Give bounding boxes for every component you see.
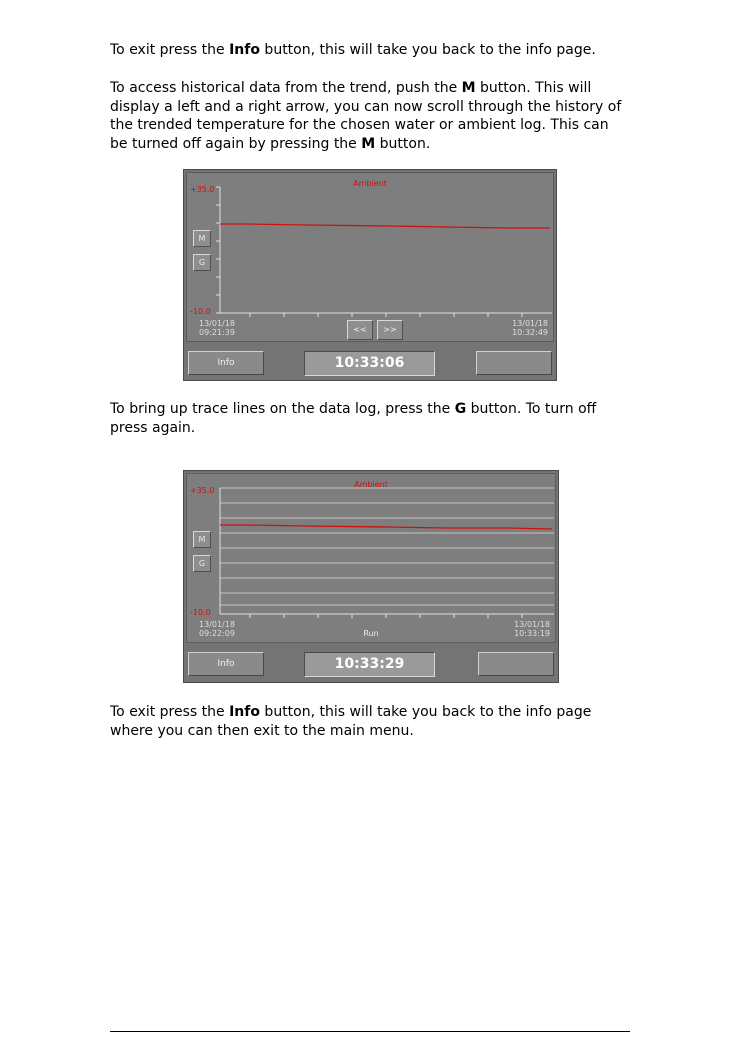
x-ticks <box>250 313 522 317</box>
paragraph-historical-data: To access historical data from the trend, push the M button. This will display a left and a right arrow, you can now scroll through the history of the trended temperature for the chosen water or ambient log. This can be turned off again by pressing the M button. <box>110 80 622 152</box>
trace-grid-lines <box>220 488 554 605</box>
blank-button[interactable] <box>476 351 552 375</box>
info-button[interactable]: Info <box>188 351 264 375</box>
g-bold: G <box>454 401 467 417</box>
series-title: Ambient <box>354 480 388 489</box>
paragraph-trace-lines: To bring up trace lines on the data log, press the G button. To turn off press again. <box>110 401 597 436</box>
footer-rule <box>110 1031 630 1032</box>
trend-plot-svg <box>187 474 555 644</box>
trend-plot-svg <box>187 173 553 343</box>
y-ticks <box>216 187 220 313</box>
start-time: 09:21:39 <box>199 328 235 337</box>
trend-line <box>220 525 552 529</box>
end-timestamp <box>512 319 548 337</box>
scroll-right-button[interactable]: >> <box>377 320 403 340</box>
end-date: 13/01/18 <box>512 319 548 328</box>
paragraph-exit-info: To exit press the Info button, this will take you back to the info page. <box>110 42 596 58</box>
run-status-label: Run <box>363 629 379 638</box>
clock-display: 10:33:06 <box>304 351 435 376</box>
start-date: 13/01/18 <box>199 620 235 629</box>
info-bold: Info <box>229 704 260 720</box>
trend-screen-trace-lines <box>183 470 559 683</box>
clock-display: 10:33:29 <box>304 652 435 677</box>
m-button[interactable]: M <box>193 230 211 247</box>
paragraph-exit-main-menu: To exit press the Info button, this will take you back to the info page where you can then exit to the main menu. <box>110 704 592 739</box>
bottom-bar <box>184 346 556 380</box>
trend-screen-history <box>183 169 557 381</box>
y-max-label: +35.0 <box>190 486 215 495</box>
info-button[interactable]: Info <box>188 652 264 676</box>
y-min-label: -10.0 <box>190 608 211 617</box>
end-time: 10:32:49 <box>512 328 548 337</box>
start-time: 09:22:09 <box>199 629 235 638</box>
end-date: 13/01/18 <box>514 620 550 629</box>
y-max-label: +35.0 <box>190 185 215 194</box>
m-bold: M <box>461 80 476 96</box>
y-min-label: -10.0 <box>190 307 211 316</box>
series-title: Ambient <box>353 179 387 188</box>
trend-plot <box>186 172 554 342</box>
start-timestamp <box>199 319 235 337</box>
scroll-left-button[interactable]: << <box>347 320 373 340</box>
bottom-bar <box>184 647 558 681</box>
blank-button[interactable] <box>478 652 554 676</box>
m-button[interactable]: M <box>193 531 211 548</box>
g-button[interactable]: G <box>193 555 211 572</box>
trend-plot <box>186 473 556 643</box>
start-date: 13/01/18 <box>199 319 235 328</box>
x-ticks <box>250 614 522 618</box>
info-bold: Info <box>229 42 260 58</box>
m-bold: M <box>361 135 376 152</box>
trend-line <box>220 224 550 228</box>
end-time: 10:33:19 <box>514 629 550 638</box>
g-button[interactable]: G <box>193 254 211 271</box>
